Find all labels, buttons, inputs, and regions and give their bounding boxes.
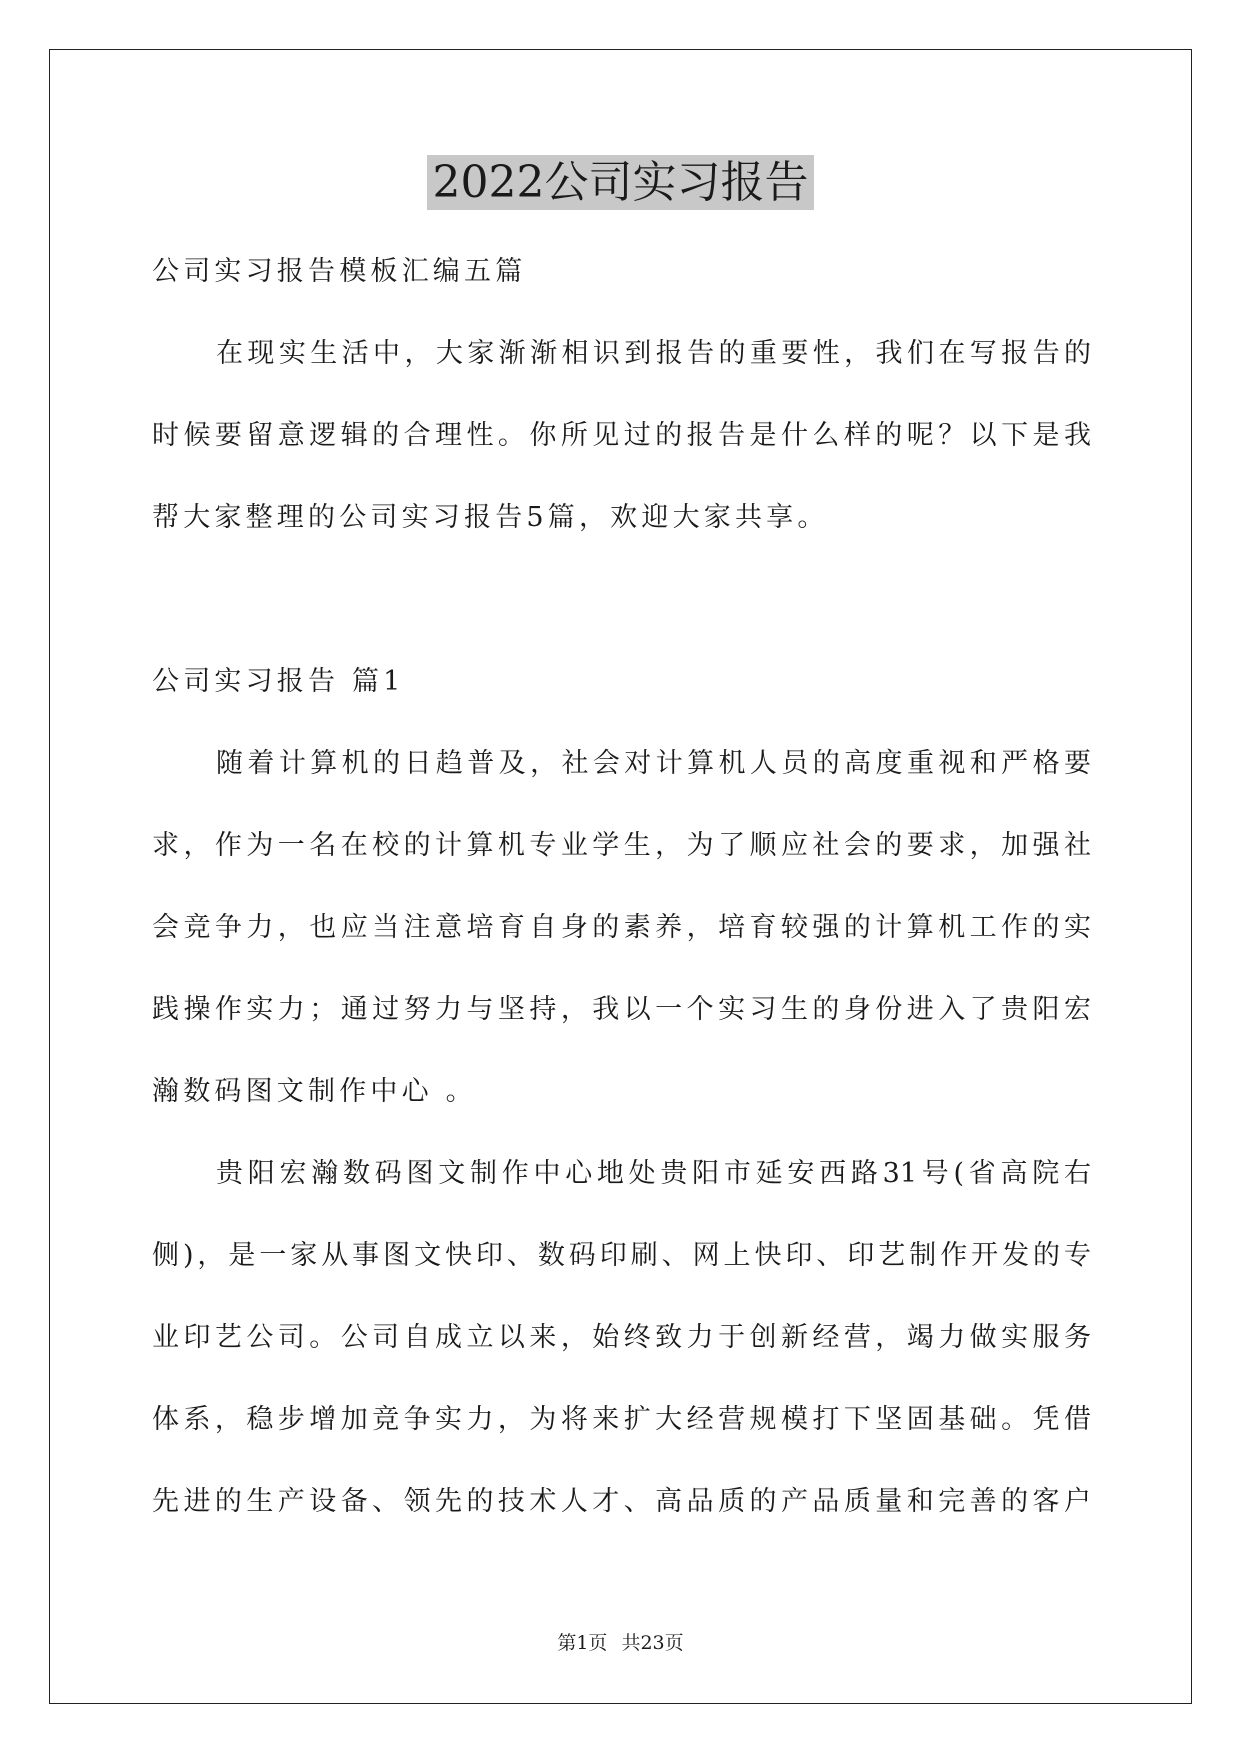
paragraph-line: 侧)，是一家从事图文快印、数码印刷、网上快印、印艺制作开发的专 xyxy=(152,1240,1091,1271)
blank-line xyxy=(152,559,1091,641)
paragraph-line: 体系，稳步增加竞争实力，为将来扩大经营规模打下坚固基础。凭借 xyxy=(152,1404,1091,1435)
document-body xyxy=(152,231,1091,1543)
paragraph-line: 践操作实力；通过努力与坚持，我以一个实习生的身份进入了贵阳宏 xyxy=(152,994,1091,1025)
paragraph-line: 时候要留意逻辑的合理性。你所见过的报告是什么样的呢？以下是我 xyxy=(152,420,1091,451)
document-title: 2022公司实习报告 xyxy=(0,155,1241,211)
page-total: 共23页 xyxy=(621,1632,684,1654)
page-number: 第1页 xyxy=(557,1632,608,1654)
paragraph-line: 贵阳宏瀚数码图文制作中心地处贵阳市延安西路31号(省高院右 xyxy=(216,1158,1091,1189)
subtitle-line: 公司实习报告模板汇编五篇 xyxy=(152,256,527,287)
page-footer xyxy=(0,1631,1241,1655)
paragraph-line: 会竞争力，也应当注意培育自身的素养，培育较强的计算机工作的实 xyxy=(152,912,1091,943)
paragraph-line: 随着计算机的日趋普及，社会对计算机人员的高度重视和严格要 xyxy=(216,748,1091,779)
paragraph-line: 帮大家整理的公司实习报告5篇，欢迎大家共享。 xyxy=(152,502,829,533)
section-heading: 公司实习报告 篇1 xyxy=(152,666,405,697)
paragraph-line: 先进的生产设备、领先的技术人才、高品质的产品质量和完善的客户 xyxy=(152,1486,1091,1517)
paragraph-line: 在现实生活中，大家渐渐相识到报告的重要性，我们在写报告的 xyxy=(216,338,1091,369)
paragraph-line: 瀚数码图文制作中心 。 xyxy=(152,1076,477,1107)
paragraph-line: 业印艺公司。公司自成立以来，始终致力于创新经营，竭力做实服务 xyxy=(152,1322,1091,1353)
paragraph-line: 求，作为一名在校的计算机专业学生，为了顺应社会的要求，加强社 xyxy=(152,830,1091,861)
